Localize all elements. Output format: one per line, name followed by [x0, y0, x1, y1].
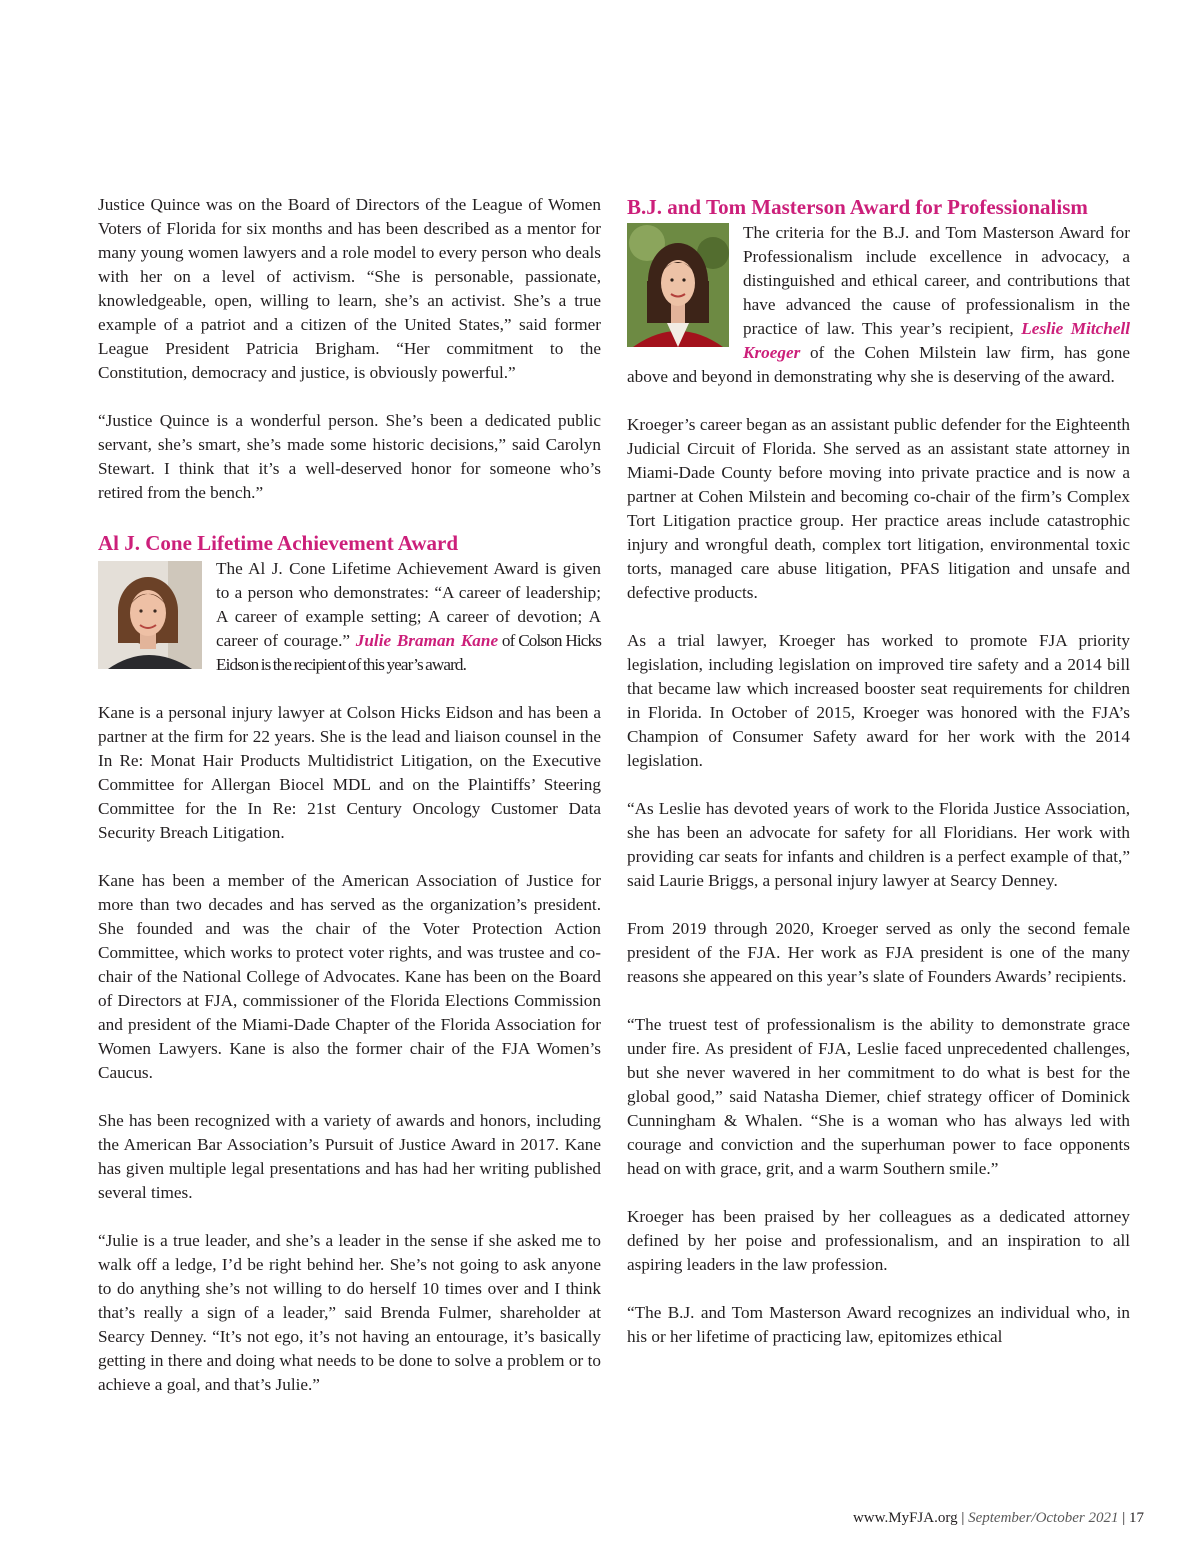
award-intro: The criteria for the B.J. and Tom Masterson Award for Professionalism include excellence in advocacy, a distinguished and ethical career, and contributions that have advanced the cause of professionalism in the practice of law. This year’s recipient, Leslie Mitchell Kroeger of the Cohen Milstein law firm, has gone above and beyond in demonstrating why she is deserving of the award. — [627, 223, 1130, 386]
portrait-illustration — [98, 561, 202, 669]
paragraph: “As Leslie has devoted years of work to the Florida Justice Association, she has been an advocate for safety for all Floridians. Her work with providing car seats for infants and children is a perfect example of that,” said Laurie Briggs, a personal injury lawyer at Searcy Denney. — [627, 799, 1130, 890]
footer-separator: | — [957, 1510, 969, 1526]
issue-date: September/October 2021 — [968, 1510, 1119, 1526]
footer-separator: | — [1118, 1510, 1129, 1526]
portrait-photo — [627, 223, 729, 347]
left-column — [98, 193, 601, 1397]
recipient-name: Julie Braman Kane — [355, 631, 499, 650]
award-intro: The Al J. Cone Lifetime Achievement Award is given to a person who demonstrates: “A career of leadership; A career of example setting; A career of devotion; A career of courage.” Julie Braman Kane of Colson Hicks Eidson is the recipient of this year’s award. — [216, 559, 601, 674]
paragraph: Kane has been a member of the American Association of Justice for more than two decades and has served as the organization’s president. She founded and was the chair of the Voter Protection Action Committee, which works to protect voter rights, and was trustee and co-chair of the National College of Advocates. Kane has been on the Board of Directors at FJA, commissioner of the Florida Elections Commission and president of the Miami-Dade Chapter of the Florida Association for Women Lawyers. Kane is also the former chair of the FJA Women’s Caucus. — [98, 871, 601, 1082]
paragraph: Kane is a personal injury lawyer at Colson Hicks Eidson and has been a partner at the firm for 22 years. She is the lead and liaison counsel in the In Re: Monat Hair Products Multidistrict Litigation, on the Executive Committee for Allergan Biocel MDL and on the Plaintiffs’ Steering Committee for the In Re: 21st Century Oncology Customer Data Security Breach Litigation. — [98, 703, 601, 842]
paragraph: From 2019 through 2020, Kroeger served as only the second female president of the FJA. Her work as FJA president is one of the many reasons she appeared on this year’s slate of Founders Awards’ recipients. — [627, 919, 1130, 986]
paragraph: Justice Quince was on the Board of Directors of the League of Women Voters of Florida for six months and has been described as a mentor for many young women lawyers and a role model to every person who deals with her on a level of activism. “She is personable, passionate, knowledgeable, open, willing to learn, she’s an activist. She’s a true example of a patriot and a citizen of the United States,” said former League President Patricia Brigham. “Her commitment to the Constitution, democracy and justice, is obviously powerful.” — [98, 195, 601, 382]
portrait-photo — [98, 561, 202, 669]
section-heading-cone-award: Al J. Cone Lifetime Achievement Award — [98, 531, 459, 555]
portrait-illustration — [627, 223, 729, 347]
section-heading-masterson-award: B.J. and Tom Masterson Award for Professionalism — [627, 195, 1088, 219]
paragraph: Kroeger has been praised by her colleagues as a dedicated attorney defined by her poise and professionalism, and an inspiration to all aspiring leaders in the law profession. — [627, 1207, 1130, 1274]
paragraph: Kroeger’s career began as an assistant public defender for the Eighteenth Judicial Circuit of Florida. She served as an assistant state attorney in Miami-Dade County before moving into private practice and is now a partner at Cohen Milstein and becoming co-chair of the firm’s Complex Tort Litigation practice group. Her practice areas include catastrophic injury and wrongful death, complex tort litigation, environmental toxic torts, managed care abuse litigation, PFAS litigation and unsafe and defective products. — [627, 415, 1130, 602]
page-footer — [853, 1510, 1144, 1527]
recipient-name: Leslie Mitchell Kroeger — [743, 319, 1130, 362]
paragraph: “The truest test of professionalism is the ability to demonstrate grace under fire. As president of FJA, Leslie faced unprecedented challenges, but she never wavered in her commitment to do what is best for the global good,” said Natasha Diemer, chief strategy officer of Dominick Cunningham & Whalen. “She is a woman who has always led with courage and conviction and the superhuman power to face opponents head on with grace, grit, and a warm Southern smile.” — [627, 1015, 1130, 1178]
paragraph: As a trial lawyer, Kroeger has worked to promote FJA priority legislation, including legislation on improved tire safety and a 2014 bill that became law which increased booster seat requirements for children in Florida. In October of 2015, Kroeger was honored with the FJA’s Champion of Consumer Safety award for her work with the 2014 legislation. — [627, 631, 1130, 770]
paragraph: “The B.J. and Tom Masterson Award recognizes an individual who, in his or her lifetime of practicing law, epitomizes ethical — [627, 1303, 1130, 1346]
paragraph: She has been recognized with a variety of awards and honors, including the American Bar Association’s Pursuit of Justice Award in 2017. Kane has given multiple legal presentations and has had her writing published several times. — [98, 1111, 601, 1202]
right-column — [627, 193, 1130, 1349]
page-number: 17 — [1129, 1510, 1144, 1526]
paragraph: “Julie is a true leader, and she’s a leader in the sense if she asked me to walk off a ledge, I’d be right behind her. She’s not going to ask anyone to do anything she’s not willing to do herself 10 times over and I think that’s really a sign of a leader,” said Brenda Fulmer, shareholder at Searcy Denney. “It’s not ego, it’s not having an entourage, it’s basically getting in there and doing what needs to be done to solve a problem or to achieve a goal, and that’s Julie.” — [98, 1231, 601, 1394]
website-link[interactable]: www.MyFJA.org — [852, 1510, 958, 1526]
paragraph: “Justice Quince is a wonderful person. She’s been a dedicated public servant, she’s smart, she’s made some historic decisions,” said Carolyn Stewart. I think that it’s a well-deserved honor for someone who’s retired from the bench.” — [98, 411, 601, 502]
